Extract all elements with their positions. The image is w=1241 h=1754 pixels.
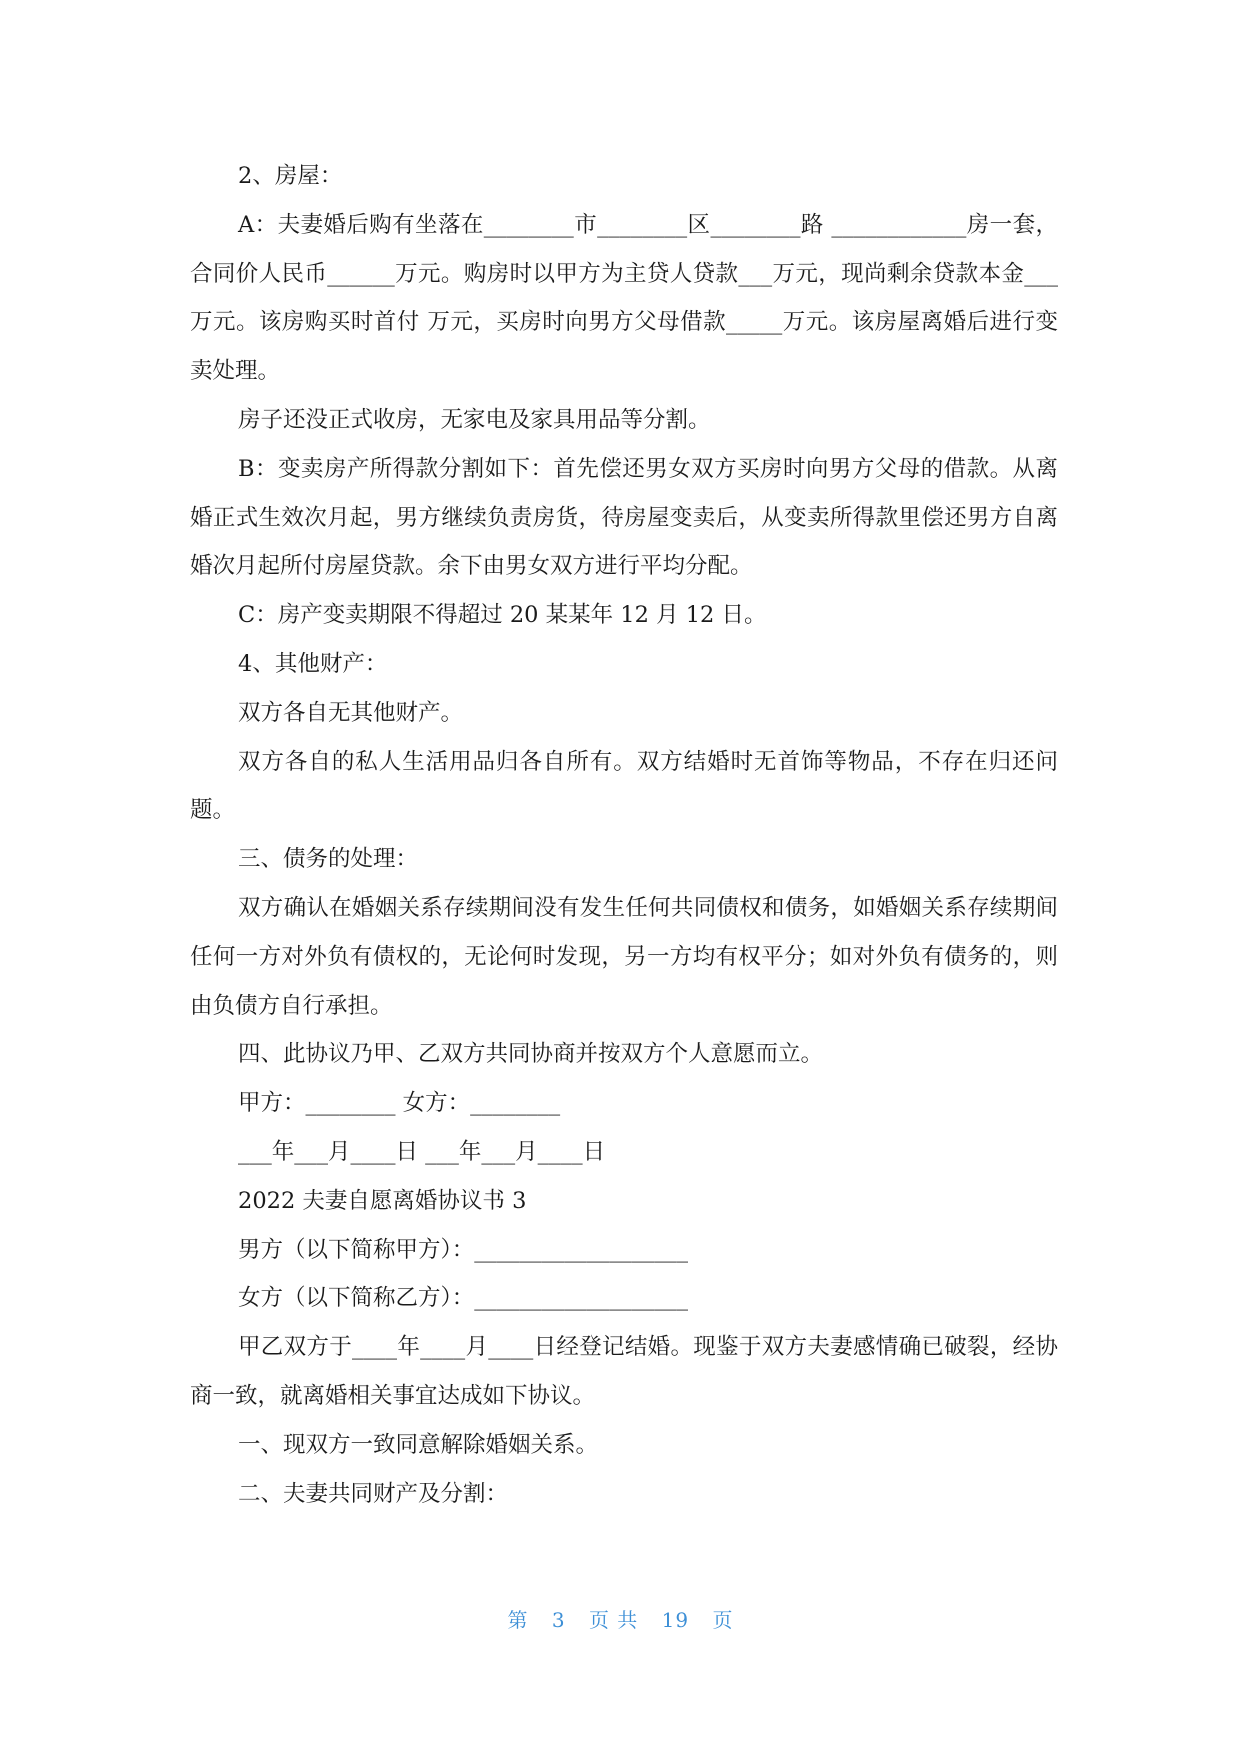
footer-ye-gong: 页 共 bbox=[588, 1608, 639, 1632]
footer-total-pages: 19 bbox=[661, 1608, 690, 1632]
paragraph: 二、夫妻共同财产及分割： bbox=[238, 1480, 509, 1507]
paragraph: 2、房屋： bbox=[238, 163, 343, 189]
party-line: 男方（以下简称甲方）：___________________ bbox=[238, 1236, 689, 1263]
paragraph: 4、其他财产： bbox=[238, 650, 388, 677]
footer-page-number: 3 bbox=[551, 1608, 566, 1632]
footer-di: 第 bbox=[507, 1608, 529, 1632]
paragraph: 四、此协议乃甲、乙双方共同协商并按双方个人意愿而立。 bbox=[238, 1041, 824, 1068]
paragraph: A：夫妻婚后购有坐落在________市________区________路 ____________房一套，合同价人民币______万元。购房时以甲方为主贷人贷款___万元，现尚剩余贷款本金___万元。该房购买时首付 万元，买房时向男方父母借款_____万元。该房屋离婚后进行变卖处理。 bbox=[190, 211, 1058, 385]
paragraph: B：变卖房产所得款分割如下：首先偿还男女双方买房时向男方父母的借款。从离婚正式生效次月起，男方继续负责房货，待房屋变卖后，从变卖所得款里偿还男方自离婚次月起所付房屋贷款。余下由男女双方进行平均分配。 bbox=[190, 455, 1058, 580]
paragraph: 甲乙双方于____年____月____日经登记结婚。现鉴于双方夫妻感情确已破裂，经协商一致，就离婚相关事宜达成如下协议。 bbox=[190, 1334, 1058, 1409]
paragraph: 双方各自无其他财产。 bbox=[238, 699, 464, 726]
paragraph: 双方各自的私人生活用品归各自所有。双方结婚时无首饰等物品，不存在归还问题。 bbox=[190, 748, 1058, 824]
paragraph: C：房产变卖期限不得超过 20 某某年 12 月 12 日。 bbox=[238, 602, 767, 629]
page-footer bbox=[0, 1604, 1241, 1633]
party-line: 女方（以下简称乙方）：___________________ bbox=[238, 1285, 689, 1312]
paragraph: 双方确认在婚姻关系存续期间没有发生任何共同债权和债务，如婚姻关系存续期间任何一方对外负有债权的，无论何时发现，另一方均有权平分；如对外负有债务的，则由负债方自行承担。 bbox=[190, 894, 1058, 1019]
date-line: ___年___月____日 ___年___月____日 bbox=[238, 1138, 606, 1165]
document-body bbox=[190, 152, 1058, 1518]
section-title: 2022 夫妻自愿离婚协议书 3 bbox=[238, 1187, 527, 1214]
paragraph: 三、债务的处理： bbox=[238, 846, 419, 873]
footer-ye: 页 bbox=[712, 1608, 734, 1632]
paragraph: 一、现双方一致同意解除婚姻关系。 bbox=[238, 1431, 599, 1458]
signature-line: 甲方：________ 女方：________ bbox=[238, 1090, 561, 1117]
paragraph: 房子还没正式收房，无家电及家具用品等分割。 bbox=[238, 406, 711, 433]
